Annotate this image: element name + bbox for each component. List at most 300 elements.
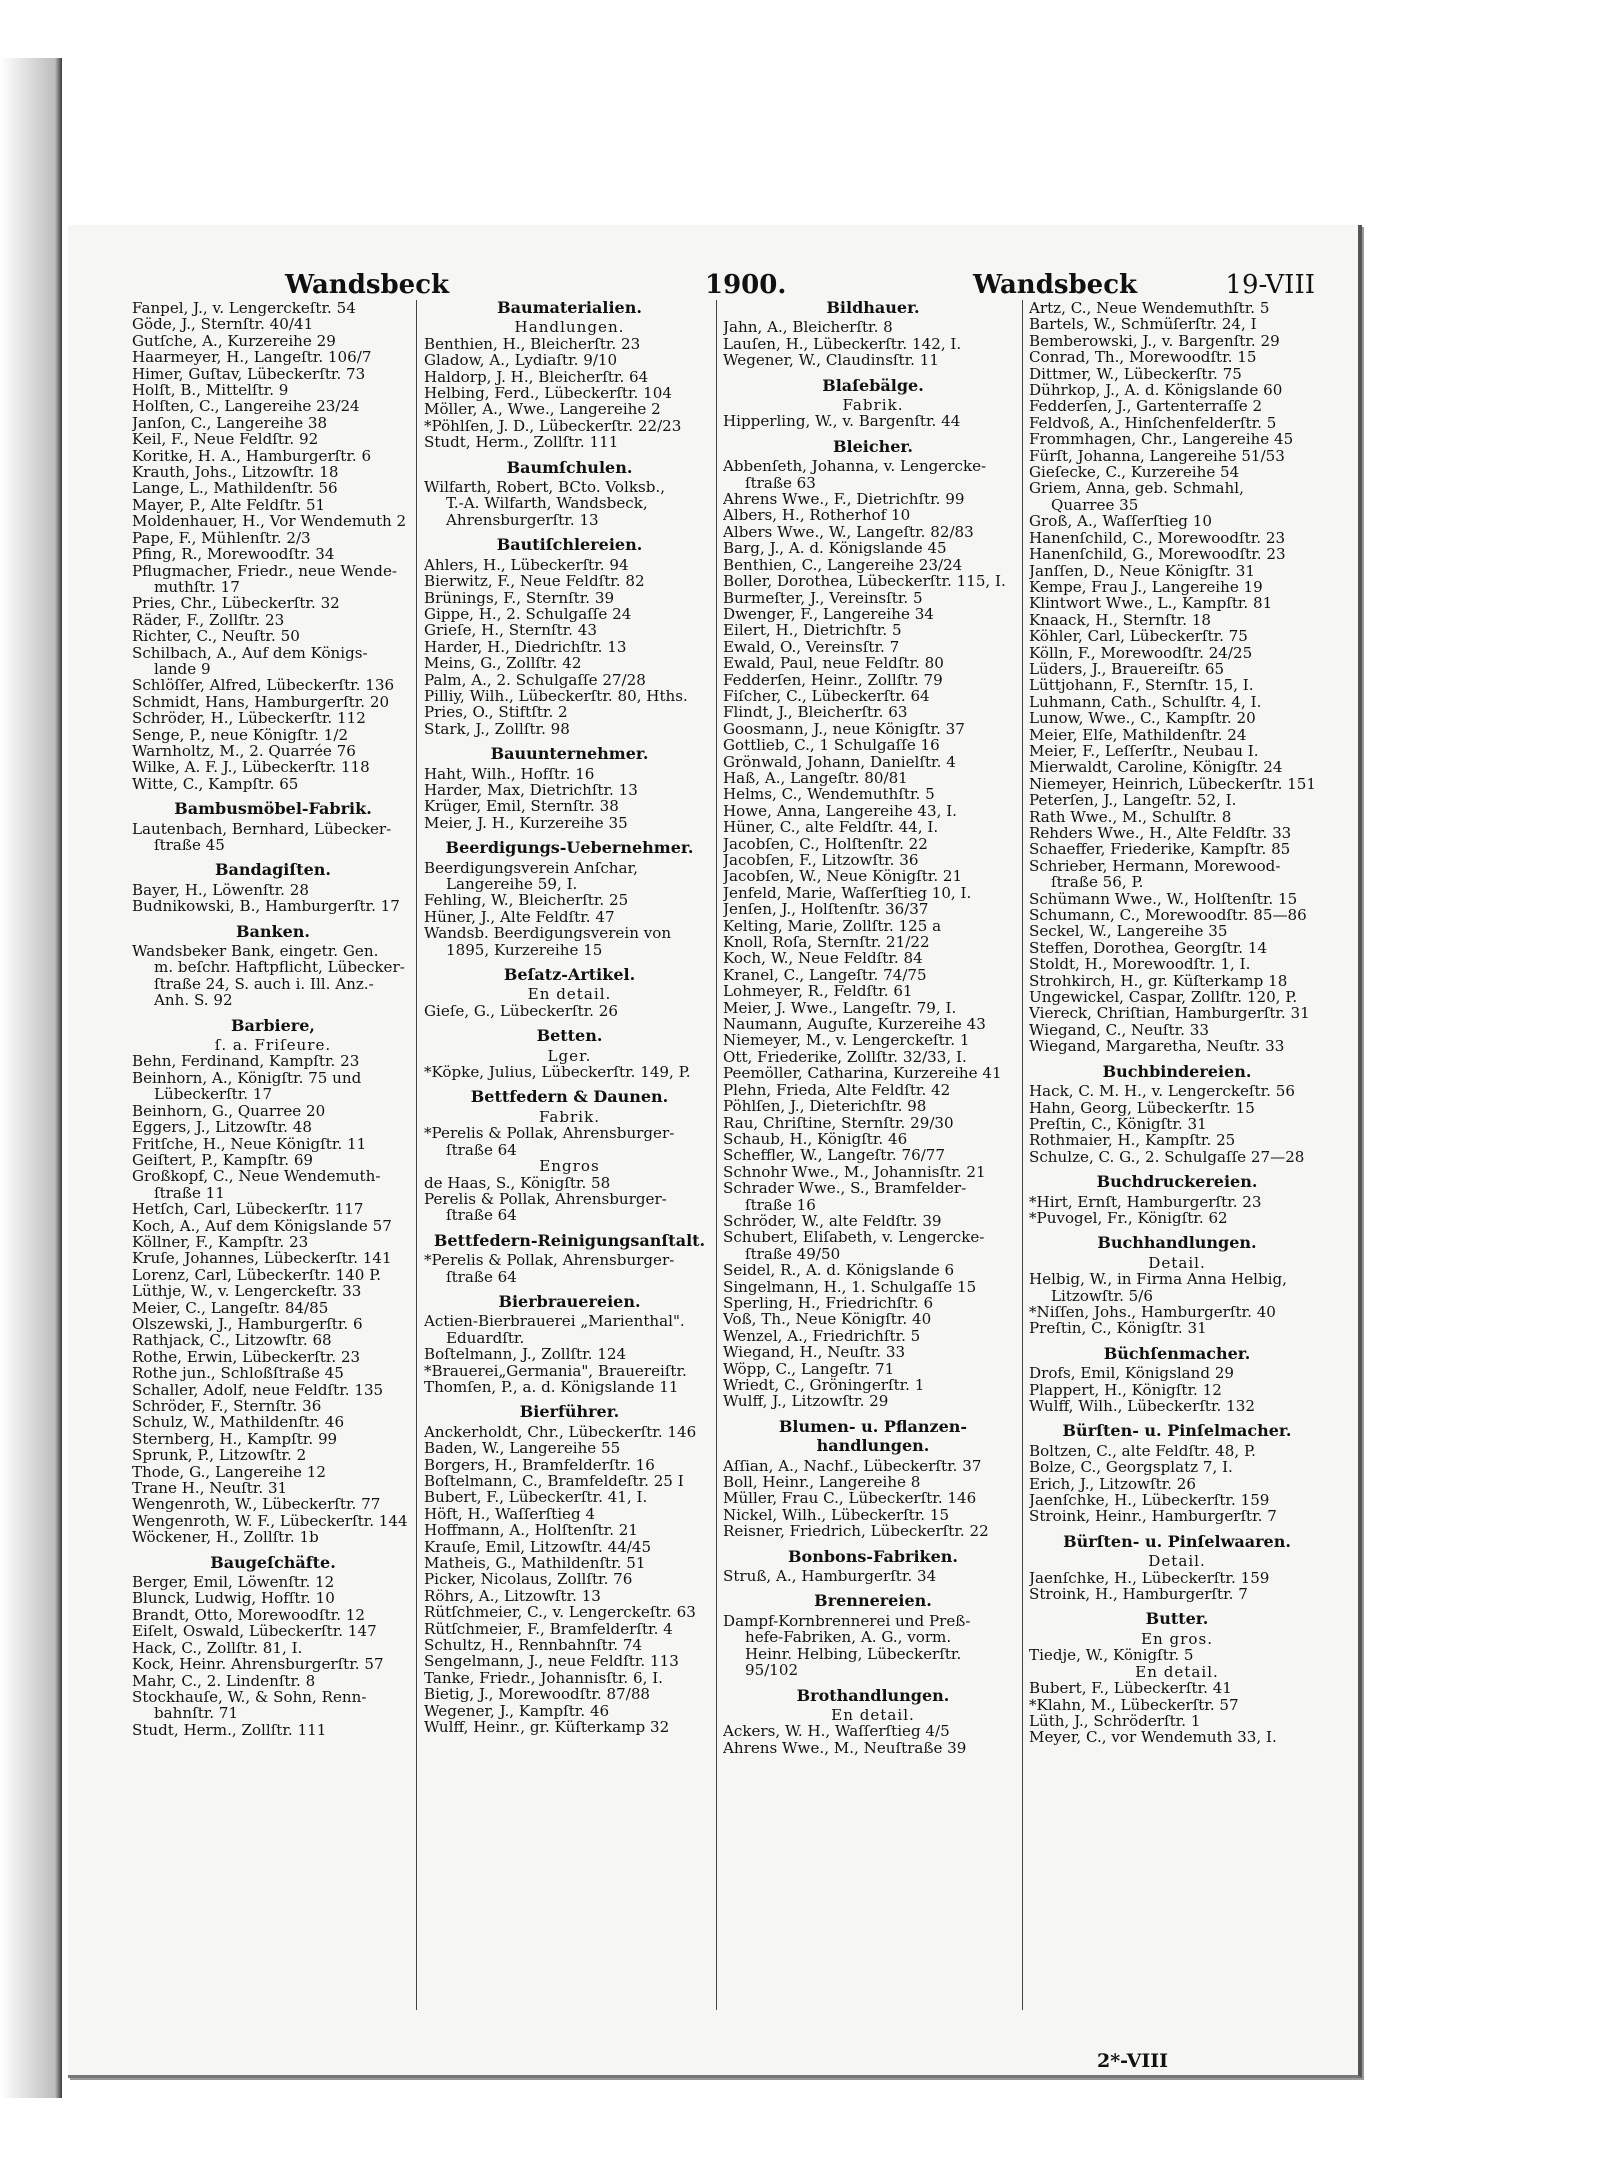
directory-entry: Meier, J. H., Kurzereihe 35 (424, 814, 628, 832)
directory-entry: Fedderſen, J., Gartenterraſſe 2 (1029, 398, 1263, 415)
directory-entry: Scheffler, W., Langeſtr. 76/77 (723, 1147, 945, 1164)
directory-entry: hefe-Fabriken, A. G., vorm. (745, 1629, 952, 1646)
directory-entry: Meier, F., Leſſerſtr., Neubau I. (1029, 742, 1259, 760)
directory-entry: Reisner, Friedrich, Lübeckerſtr. 22 (723, 1523, 989, 1540)
directory-entry: Wilke, A. F. J., Lübeckerſtr. 118 (132, 759, 370, 776)
section-heading: Baumſchulen. (506, 457, 633, 477)
section-heading: Bildhauer. (826, 298, 920, 317)
directory-entry: Schaub, H., Königſtr. 46 (723, 1130, 908, 1148)
section-subheading: Fabrik. (538, 1107, 601, 1126)
directory-entry: Albers, H., Rotherhof 10 (723, 507, 911, 524)
section-subheading: Lger. (547, 1046, 592, 1065)
directory-entry: *Brauerei„Germania", Brauereiſtr. (424, 1362, 687, 1379)
directory-entry: Schrieber, Hermann, Morewood- (1029, 857, 1281, 875)
directory-entry: Wengenroth, W., Lübeckerſtr. 77 (132, 1496, 381, 1513)
directory-entry: Preſtin, C., Königſtr. 31 (1029, 1115, 1207, 1133)
section-heading: Büchſenmacher. (1103, 1343, 1251, 1363)
directory-entry: Koch, W., Neue Feldſtr. 84 (723, 950, 923, 967)
directory-entry: Peterſen, J., Langeſtr. 52, I. (1029, 792, 1237, 809)
directory-entry: Heinr. Helbing, Lübeckerſtr. (745, 1645, 962, 1663)
directory-entry: Stroink, Heinr., Hamburgerſtr. 7 (1029, 1508, 1277, 1525)
directory-entry: Niemeyer, Heinrich, Lübeckerſtr. 151 (1029, 775, 1316, 793)
directory-entry: Ott, Friederike, Zollſtr. 32/33, I. (723, 1048, 967, 1066)
directory-entry: Berger, Emil, Löwenſtr. 12 (132, 1574, 335, 1591)
directory-entry: Wegener, J., Kampſtr. 46 (424, 1702, 610, 1720)
directory-entry: Klintwort Wwe., L., Kampſtr. 81 (1029, 595, 1273, 612)
directory-entry: Blunck, Ludwig, Hofſtr. 10 (132, 1590, 335, 1607)
directory-entry: Meins, G., Zollſtr. 42 (424, 655, 582, 672)
directory-entry: Stoldt, H., Morewoodſtr. 1, I. (1029, 956, 1251, 973)
section-heading: Banken. (236, 921, 310, 941)
directory-entry: Rau, Chriſtine, Sternſtr. 29/30 (723, 1114, 954, 1131)
directory-entry: Thode, G., Langereihe 12 (132, 1463, 326, 1481)
directory-entry: Helms, C., Wendemuthſtr. 5 (723, 786, 935, 803)
section-heading: Bauunternehmer. (490, 744, 649, 764)
page-header (285, 270, 1315, 304)
section-heading: Bonbons-Fabriken. (788, 1546, 958, 1566)
directory-entry: Borgers, H., Bramfelderſtr. 16 (424, 1456, 655, 1473)
section-subheading: En gros. (1140, 1629, 1214, 1648)
directory-entry: Barg, J., A. d. Königslande 45 (723, 540, 947, 557)
directory-entry: Bartels, W., Schmüſerſtr. 24, I (1029, 316, 1257, 333)
directory-entry: Wenzel, A., Friedrichſtr. 5 (723, 1327, 921, 1345)
directory-entry: Eduardſtr. (446, 1329, 525, 1347)
directory-entry: Rütſchmeier, C., v. Lengerckeſtr. 63 (424, 1604, 696, 1621)
directory-entry: Höft, H., Waſſerſtieg 4 (424, 1505, 596, 1523)
section-heading: Butter. (1145, 1609, 1209, 1629)
directory-entry: Sternberg, H., Kampſtr. 99 (132, 1430, 338, 1448)
directory-entry: Jenſen, J., Holſtenſtr. 36/37 (723, 901, 929, 918)
directory-entry: Erich, J., Litzowſtr. 26 (1029, 1475, 1196, 1493)
directory-entry: ſtraße 45 (154, 837, 225, 854)
directory-entry: Rothe, Erwin, Lübeckerſtr. 23 (132, 1348, 361, 1366)
directory-entry: Beerdigungsverein Anſchar, (424, 859, 638, 876)
directory-entry: Bierwitz, F., Neue Feldſtr. 82 (424, 573, 645, 590)
directory-entry: Conrad, Th., Morewoodſtr. 15 (1029, 349, 1257, 366)
directory-entry: Studt, Herm., Zollſtr. 111 (424, 434, 619, 451)
directory-entry: Koch, A., Auf dem Königslande 57 (132, 1217, 392, 1234)
directory-entry: Gottlieb, C., 1 Schulgaſſe 16 (723, 737, 940, 754)
directory-entry: Naumann, Auguſte, Kurzereihe 43 (723, 1016, 986, 1033)
directory-entry: Schröder, H., Lübeckerſtr. 112 (132, 710, 366, 727)
directory-entry: Hüner, C., alte Feldſtr. 44, I. (723, 819, 939, 836)
directory-entry: Brandt, Otto, Morewoodſtr. 12 (132, 1606, 365, 1624)
directory-entry: Lorenz, Carl, Lübeckerſtr. 140 P. (132, 1266, 382, 1284)
section-heading: Bürſten- u. Pinſelwaaren. (1063, 1531, 1291, 1551)
directory-entry: Preſtin, C., Königſtr. 31 (1029, 1320, 1207, 1337)
directory-entry: Hack, C. M. H., v. Lengerckeſtr. 56 (1029, 1083, 1295, 1100)
directory-column-4 (1022, 300, 1325, 2010)
section-heading: Beſatz-Artikel. (503, 965, 636, 985)
directory-entry: Fritſche, H., Neue Königſtr. 11 (132, 1135, 367, 1152)
directory-entry: Schümann Wwe., W., Holſtenſtr. 15 (1029, 890, 1298, 908)
directory-entry: Dwenger, F., Langereihe 34 (723, 605, 934, 623)
directory-entry: Burmeſter, J., Vereinsſtr. 5 (723, 589, 923, 606)
directory-entry: Sprunk, P., Litzowſtr. 2 (132, 1447, 307, 1464)
directory-entry: *Perelis & Pollak, Ahrensburger- (424, 1125, 675, 1142)
directory-entry: Beinhorn, G., Quarree 20 (132, 1102, 326, 1120)
directory-entry: Wegener, W., Claudinsſtr. 11 (723, 352, 939, 369)
section-subheading: Handlungen. (514, 318, 625, 337)
directory-entry: Pape, F., Mühlenſtr. 2/3 (132, 529, 311, 547)
section-heading: Blumen- u. Pflanzen- (778, 1416, 968, 1436)
directory-entry: Frommhagen, Chr., Langereihe 45 (1029, 431, 1294, 448)
directory-entry: Rath Wwe., M., Schulſtr. 8 (1029, 808, 1232, 825)
directory-entry: Boll, Heinr., Langereihe 8 (723, 1474, 921, 1491)
directory-entry: Gutſche, A., Kurzereihe 29 (132, 332, 336, 350)
directory-entry: Holſt, B., Mittelſtr. 9 (132, 382, 289, 399)
directory-entry: Singelmann, H., 1. Schulgaſſe 15 (723, 1278, 977, 1295)
directory-entry: Schröder, W., alte Feldſtr. 39 (723, 1212, 942, 1230)
directory-entry: Harder, Max, Dietrichſtr. 13 (424, 781, 638, 799)
directory-entry: Richter, C., Neuſtr. 50 (132, 628, 300, 645)
directory-entry: Boller, Dorothea, Lübeckerſtr. 115, I. (723, 573, 1006, 590)
directory-entry: Actien-Bierbrauerei „Marienthal". (424, 1313, 685, 1330)
section-subheading: En detail. (527, 985, 612, 1004)
section-heading: Buchbindereien. (1102, 1061, 1252, 1081)
directory-entry: Eilert, H., Dietrichſtr. 5 (723, 622, 902, 639)
directory-entry: Schaeffer, Friederike, Kampſtr. 85 (1029, 841, 1291, 858)
directory-entry: Pöhlſen, J., Dieterichſtr. 98 (723, 1098, 927, 1115)
directory-entry: Thomſen, P., a. d. Königslande 11 (424, 1378, 679, 1396)
directory-entry: Moldenhauer, H., Vor Wendemuth 2 (132, 513, 407, 530)
directory-entry: Pflugmacher, Friedr., neue Wende- (132, 562, 397, 579)
directory-entry: Hipperling, W., v. Bargenſtr. 44 (723, 413, 961, 430)
directory-entry: Howe, Anna, Langereihe 43, I. (723, 802, 957, 820)
directory-entry: Ewald, Paul, neue Feldſtr. 80 (723, 655, 944, 672)
directory-entry: ſtraße 64 (446, 1207, 517, 1224)
directory-entry: Röhrs, A., Litzowſtr. 13 (424, 1587, 601, 1605)
directory-entry: Boſtelmann, C., Bramfeldeſtr. 25 I (424, 1473, 684, 1490)
directory-entry: Janſſen, D., Neue Königſtr. 31 (1029, 562, 1255, 579)
directory-entry: Grieſe, H., Sternſtr. 43 (424, 622, 597, 639)
directory-entry: Wilfarth, Robert, BCto. Volksb., (424, 479, 665, 496)
directory-entry: Gieſe, G., Lübeckerſtr. 26 (424, 1002, 618, 1020)
directory-entry: Lunow, Wwe., C., Kampſtr. 20 (1029, 710, 1256, 727)
directory-entry: Perelis & Pollak, Ahrensburger- (424, 1190, 667, 1208)
directory-entry: Matheis, G., Mathildenſtr. 51 (424, 1555, 646, 1572)
directory-entry: Luhmann, Cath., Schulſtr. 4, I. (1029, 693, 1262, 711)
directory-entry: Behn, Ferdinand, Kampſtr. 23 (132, 1053, 360, 1070)
directory-entry: Hüner, J., Alte Feldſtr. 47 (424, 908, 615, 926)
directory-entry: Jaenſchke, H., Lübeckerſtr. 159 (1029, 1492, 1270, 1509)
directory-entry: Haß, A., Langeſtr. 80/81 (723, 769, 908, 787)
section-heading: handlungen. (816, 1436, 930, 1456)
section-heading: Bierführer. (519, 1402, 620, 1422)
header-page-number: 19-VIII (1225, 270, 1315, 300)
directory-entry: Holſten, C., Langereihe 23/24 (132, 398, 360, 415)
directory-entry: Wöpp, C., Langeſtr. 71 (723, 1360, 895, 1377)
directory-entry: Quarree 35 (1051, 496, 1139, 514)
header-year: 1900. (705, 270, 787, 300)
directory-entry: Lüth, J., Schröderſtr. 1 (1029, 1712, 1201, 1730)
directory-entry: ſtraße 63 (745, 474, 816, 492)
directory-entry: Schulze, C. G., 2. Schulgaſſe 27—28 (1029, 1148, 1305, 1166)
directory-entry: *Köpke, Julius, Lübeckerſtr. 149, P. (424, 1064, 691, 1081)
directory-entry: Langereihe 59, I. (446, 876, 578, 893)
directory-entry: Schaller, Adolf, neue Feldſtr. 135 (132, 1381, 384, 1398)
directory-entry: Himer, Guſtav, Lübeckerſtr. 73 (132, 365, 366, 383)
section-heading: Buchhandlungen. (1097, 1233, 1257, 1253)
directory-entry: Baden, W., Langereihe 55 (424, 1440, 621, 1457)
directory-entry: Niemeyer, M., v. Lengerckeſtr. 1 (723, 1032, 970, 1049)
directory-entry: Schlöſſer, Alfred, Lübeckerſtr. 136 (132, 677, 395, 694)
directory-entry: Bayer, H., Löwenſtr. 28 (132, 881, 309, 899)
directory-entry: Ahrens Wwe., M., Neuſtraße 39 (723, 1739, 967, 1757)
directory-entry: Abbenſeth, Johanna, v. Lengercke- (723, 458, 987, 475)
directory-entry: Bubert, F., Lübeckerſtr. 41, I. (424, 1489, 648, 1506)
directory-entry: Ahrens Wwe., F., Dietrichſtr. 99 (723, 491, 965, 508)
directory-entry: Lauſen, H., Lübeckerſtr. 142, I. (723, 335, 962, 353)
directory-entry: Lautenbach, Bernhard, Lübecker- (132, 820, 392, 837)
directory-entry: Wiegand, H., Neuſtr. 33 (723, 1344, 906, 1361)
directory-entry: *Klahn, M., Lübeckerſtr. 57 (1029, 1696, 1239, 1713)
directory-entry: Pfing, R., Morewoodſtr. 34 (132, 546, 335, 563)
directory-entry: Picker, Nicolaus, Zollſtr. 76 (424, 1571, 633, 1588)
directory-entry: Drofs, Emil, Königsland 29 (1029, 1365, 1235, 1382)
directory-entry: Voß, Th., Neue Königſtr. 40 (723, 1311, 932, 1328)
directory-entry: Senge, P., neue Königſtr. 1/2 (132, 726, 349, 743)
directory-entry: Hoffmann, A., Holſtenſtr. 21 (424, 1522, 639, 1539)
section-heading: Brothandlungen. (796, 1685, 950, 1705)
directory-entry: Müller, Frau C., Lübeckerſtr. 146 (723, 1490, 977, 1507)
directory-entry: Schultz, H., Rennbahnſtr. 74 (424, 1637, 643, 1654)
directory-entry: Köllner, F., Kampſtr. 23 (132, 1233, 309, 1251)
section-heading: Bettfedern-Reinigungsanſtalt. (433, 1230, 706, 1250)
directory-entry: Brünings, F., Sternſtr. 39 (424, 589, 615, 606)
directory-entry: Wulff, Heinr., gr. Küſterkamp 32 (424, 1719, 670, 1736)
directory-entry: Nickel, Wilh., Lübeckerſtr. 15 (723, 1506, 950, 1524)
directory-entry: Trane H., Neuſtr. 31 (132, 1480, 288, 1497)
directory-entry: Lohmeyer, R., Feldſtr. 61 (723, 983, 913, 1000)
directory-entry: Fehling, W., Bleicherſtr. 25 (424, 892, 629, 909)
directory-entry: *Niſſen, Johs., Hamburgerſtr. 40 (1029, 1303, 1276, 1321)
directory-entry: Sengelmann, J., neue Feldſtr. 113 (424, 1653, 679, 1670)
directory-entry: Studt, Herm., Zollſtr. 111 (132, 1721, 327, 1739)
directory-entry: Jacobſen, W., Neue Königſtr. 21 (723, 868, 963, 885)
directory-entry: Seckel, W., Langereihe 35 (1029, 923, 1228, 940)
directory-entry: Dührkop, J., A. d. Königslande 60 (1029, 382, 1283, 399)
directory-entry: Benthien, H., Bleicherſtr. 23 (424, 335, 641, 353)
directory-entry: Jahn, A., Bleicherſtr. 8 (723, 319, 893, 336)
directory-entry: Palm, A., 2. Schulgaſſe 27/28 (424, 671, 646, 688)
directory-entry: Sperling, H., Friedrichſtr. 6 (723, 1294, 934, 1312)
directory-entry: Boſtelmann, J., Zollſtr. 124 (424, 1346, 627, 1363)
directory-entry: Anh. S. 92 (154, 992, 233, 1009)
directory-entry: Aſſian, A., Nachf., Lübeckerſtr. 37 (723, 1457, 982, 1475)
directory-entry: Schröder, F., Sternſtr. 36 (132, 1398, 322, 1415)
directory-entry: Dittmer, W., Lübeckerſtr. 75 (1029, 365, 1242, 383)
section-heading: Bautiſchlereien. (496, 535, 643, 555)
directory-entry: ſtraße 64 (446, 1268, 517, 1285)
directory-entry: Wandsb. Beerdigungsverein von (424, 925, 672, 942)
directory-entry: Jacobſen, C., Holſtenſtr. 22 (723, 835, 928, 852)
directory-entry: Wandsbeker Bank, eingetr. Gen. (132, 943, 379, 960)
directory-entry: Wöckener, H., Zollſtr. 1b (132, 1529, 319, 1546)
directory-entry: Knoll, Roſa, Sternſtr. 21/22 (723, 934, 930, 951)
directory-entry: Fiſcher, C., Lübeckerſtr. 64 (723, 687, 930, 705)
section-heading: Bettfedern & Daunen. (470, 1087, 669, 1107)
directory-entry: Lübeckerſtr. 17 (154, 1086, 273, 1103)
section-heading: Baugeſchäfte. (210, 1552, 336, 1572)
directory-entry: Schnohr Wwe., M., Johannisſtr. 21 (723, 1163, 986, 1181)
directory-entry: 1895, Kurzereihe 15 (446, 941, 603, 959)
directory-entry: Flindt, J., Bleicherſtr. 63 (723, 704, 908, 721)
directory-entry: Gladow, A., Lydiaſtr. 9/10 (424, 352, 618, 369)
directory-entry: Köhler, Carl, Lübeckerſtr. 75 (1029, 628, 1248, 645)
directory-entry: Plehn, Frieda, Alte Feldſtr. 42 (723, 1081, 951, 1099)
directory-entry: Lüders, J., Brauereiſtr. 65 (1029, 660, 1225, 678)
directory-entry: Bubert, F., Lübeckerſtr. 41 (1029, 1680, 1232, 1697)
section-heading: Bambusmöbel-Fabrik. (174, 799, 372, 819)
directory-entry: Benthien, C., Langereihe 23/24 (723, 556, 963, 574)
directory-entry: Krauſe, Emil, Litzowſtr. 44/45 (424, 1538, 652, 1556)
directory-entry: m. beſchr. Haftpflicht, Lübecker- (154, 959, 405, 976)
section-subheading: Detail. (1148, 1552, 1206, 1571)
header-left-title: Wandsbeck (285, 270, 450, 300)
directory-entry: Budnikowski, B., Hamburgerſtr. 17 (132, 898, 400, 915)
section-heading: Bierbrauereien. (498, 1291, 641, 1311)
directory-entry: Wulff, J., Litzowſtr. 29 (723, 1393, 889, 1410)
directory-entry: Lüthje, W., v. Lengerckeſtr. 33 (132, 1283, 362, 1300)
directory-entry: Griem, Anna, geb. Schmahl, (1029, 480, 1244, 497)
directory-entry: Krauth, Johs., Litzowſtr. 18 (132, 464, 339, 481)
section-heading: Buchdruckereien. (1096, 1172, 1258, 1192)
directory-entry: Ahrensburgerſtr. 13 (446, 511, 599, 529)
directory-entry: T.-A. Wilfarth, Wandsbeck, (446, 495, 648, 512)
directory-entry: ſtraße 49/50 (745, 1245, 841, 1263)
directory-entry: Jenfeld, Marie, Waſſerſtieg 10, I. (723, 884, 972, 902)
directory-entry: Harder, H., Diedrichſtr. 13 (424, 638, 627, 656)
directory-entry: Wiegand, Margaretha, Neuſtr. 33 (1029, 1038, 1285, 1055)
directory-entry: Litzowſtr. 5/6 (1051, 1287, 1153, 1304)
directory-entry: Artz, C., Neue Wendemuthſtr. 5 (1029, 300, 1270, 317)
directory-entry: Plappert, H., Königſtr. 12 (1029, 1381, 1222, 1398)
directory-entry: Witte, C., Kampſtr. 65 (132, 775, 299, 793)
directory-entry: Albers Wwe., W., Langeſtr. 82/83 (723, 523, 974, 541)
section-heading: Baumaterialien. (497, 298, 642, 317)
directory-entry: Stockhauſe, W., & Sohn, Renn- (132, 1688, 367, 1706)
directory-entry: Bolze, C., Georgsplatz 7, I. (1029, 1459, 1233, 1476)
directory-entry: Pilliy, Wilh., Lübeckerſtr. 80, Hths. (424, 687, 688, 705)
directory-entry: Lange, L., Mathildenſtr. 56 (132, 480, 338, 497)
section-heading: Blaſebälge. (822, 375, 924, 395)
directory-entry: Kock, Heinr. Ahrensburgerſtr. 57 (132, 1656, 384, 1673)
directory-entry: Steffen, Dorothea, Georgſtr. 14 (1029, 939, 1268, 957)
section-subheading: En detail. (831, 1705, 915, 1724)
directory-entry: Eiſelt, Oswald, Lübeckerſtr. 147 (132, 1623, 377, 1640)
directory-entry: Mahr, C., 2. Lindenſtr. 8 (132, 1672, 316, 1689)
directory-entry: Seidel, R., A. d. Königslande 6 (723, 1262, 955, 1279)
directory-entry: muthſtr. 17 (154, 578, 240, 596)
directory-entry: Hack, C., Zollſtr. 81, I. (132, 1639, 303, 1657)
section-heading: Bleicher. (833, 436, 913, 456)
directory-entry: Großkopf, C., Neue Wendemuth- (132, 1168, 381, 1185)
directory-entry: Eggers, J., Litzowſtr. 48 (132, 1119, 312, 1136)
directory-entry: Ahlers, H., Lübeckerſtr. 94 (424, 556, 629, 574)
directory-entry: Hetſch, Carl, Lübeckerſtr. 117 (132, 1201, 364, 1218)
section-heading: Betten. (536, 1026, 603, 1046)
section-subheading: Fabrik. (842, 396, 904, 415)
directory-entry: Strohkirch, H., gr. Küſterkamp 18 (1029, 972, 1288, 990)
directory-entry: Helbig, W., in Firma Anna Helbig, (1029, 1271, 1287, 1288)
directory-entry: 95/102 (745, 1662, 799, 1679)
directory-entry: Krüger, Emil, Sternſtr. 38 (424, 798, 619, 815)
directory-entry: ſtraße 64 (446, 1141, 517, 1159)
directory-entry: Rehders Wwe., H., Alte Feldſtr. 33 (1029, 825, 1292, 842)
section-subheading: Detail. (1148, 1253, 1206, 1272)
directory-entry: Wiegand, C., Neuſtr. 33 (1029, 1021, 1209, 1039)
directory-entry: Tiedje, W., Königſtr. 5 (1029, 1647, 1194, 1664)
directory-entry: Rathjack, C., Litzowſtr. 68 (132, 1332, 332, 1349)
directory-entry: Haarmeyer, H., Langeſtr. 106/7 (132, 349, 372, 366)
directory-entry: Feldvoß, A., Hinſchenfelderſtr. 5 (1029, 414, 1277, 432)
header-right-title: Wandsbeck (973, 270, 1138, 300)
section-subheading: En detail. (1135, 1662, 1219, 1681)
book-spine (0, 58, 62, 2098)
directory-entry: Geiſtert, P., Kampſtr. 69 (132, 1151, 314, 1169)
directory-entry: Meyer, C., vor Wendemuth 33, I. (1029, 1729, 1277, 1746)
directory-entry: *Pöhlſen, J. D., Lübeckerſtr. 22/23 (424, 417, 682, 435)
directory-entry: Meier, Elſe, Mathildenſtr. 24 (1029, 726, 1247, 743)
directory-entry: Kölln, F., Morewoodſtr. 24/25 (1029, 644, 1253, 661)
directory-entry: Knaack, H., Sternſtr. 18 (1029, 611, 1212, 629)
directory-entry: Wulff, Wilh., Lübeckerſtr. 132 (1029, 1398, 1255, 1415)
directory-entry: Rothe jun., Schloßſtraße 45 (132, 1365, 344, 1382)
directory-entry: Mayer, P., Alte Feldſtr. 51 (132, 496, 326, 514)
directory-entry: bahnſtr. 71 (154, 1705, 239, 1722)
section-heading: Bandagiſten. (215, 860, 331, 880)
directory-entry: Beinhorn, A., Königſtr. 75 und (132, 1069, 362, 1087)
directory-entry: ſtraße 16 (745, 1196, 816, 1213)
directory-entry: Tanke, Friedr., Johannisſtr. 6, I. (424, 1669, 663, 1687)
section-heading: Brennereien. (814, 1591, 932, 1611)
page-footer: 2*-VIII (1097, 2050, 1169, 2072)
directory-entry: lande 9 (154, 660, 211, 678)
directory-entry: Groß, A., Waſſerſtieg 10 (1029, 513, 1212, 530)
directory-entry: Schilbach, A., Auf dem Königs- (132, 644, 368, 661)
directory-entry: Lüttjohann, F., Sternſtr. 15, I. (1029, 677, 1254, 694)
directory-entry: Rothmaier, H., Kampſtr. 25 (1029, 1132, 1236, 1149)
directory-column-3 (716, 300, 1023, 2010)
directory-entry: Kranel, C., Langeſtr. 74/75 (723, 966, 927, 984)
section-heading: Barbiere, (231, 1015, 315, 1035)
directory-entry: Stroink, H., Hamburgerſtr. 7 (1029, 1586, 1248, 1603)
directory-entry: Anckerholdt, Chr., Lübeckerſtr. 146 (424, 1423, 697, 1441)
directory-entry: Schumann, C., Morewoodſtr. 85—86 (1029, 907, 1307, 924)
directory-entry: Gieſecke, C., Kurzereihe 54 (1029, 464, 1240, 481)
directory-entry: *Perelis & Pollak, Ahrensburger- (424, 1252, 675, 1269)
directory-column-2 (416, 300, 715, 2010)
directory-entry: Gippe, H., 2. Schulgaſſe 24 (424, 605, 632, 623)
directory-entry: Schubert, Eliſabeth, v. Lengercke- (723, 1229, 985, 1246)
directory-entry: Jacobſen, F., Litzowſtr. 36 (723, 852, 919, 869)
directory-entry: Räder, F., Zollſtr. 23 (132, 611, 285, 629)
section-heading: Bürſten- u. Pinſelmacher. (1062, 1421, 1292, 1441)
directory-entry: Schulz, W., Mathildenſtr. 46 (132, 1414, 345, 1431)
directory-entry: Meier, C., Langeſtr. 84/85 (132, 1299, 329, 1316)
directory-entry: Wriedt, C., Gröningerſtr. 1 (723, 1377, 925, 1394)
directory-entry: Kempe, Frau J., Langereihe 19 (1029, 578, 1263, 596)
directory-entry: Goosmann, J., neue Königſtr. 37 (723, 720, 965, 738)
directory-entry: Pries, Chr., Lübeckerſtr. 32 (132, 595, 340, 612)
directory-entry: Ackers, W. H., Waſſerſtieg 4/5 (723, 1723, 950, 1740)
directory-entry: Boltzen, C., alte Feldſtr. 48, P. (1029, 1442, 1256, 1460)
directory-entry: Bietig, J., Morewoodſtr. 87/88 (424, 1686, 651, 1703)
directory-entry: Jaenſchke, H., Lübeckerſtr. 159 (1029, 1569, 1270, 1587)
directory-entry: Warnholtz, M., 2. Quarrée 76 (132, 742, 356, 760)
directory-entry: Schmidt, Hans, Hamburgerſtr. 20 (132, 693, 390, 711)
